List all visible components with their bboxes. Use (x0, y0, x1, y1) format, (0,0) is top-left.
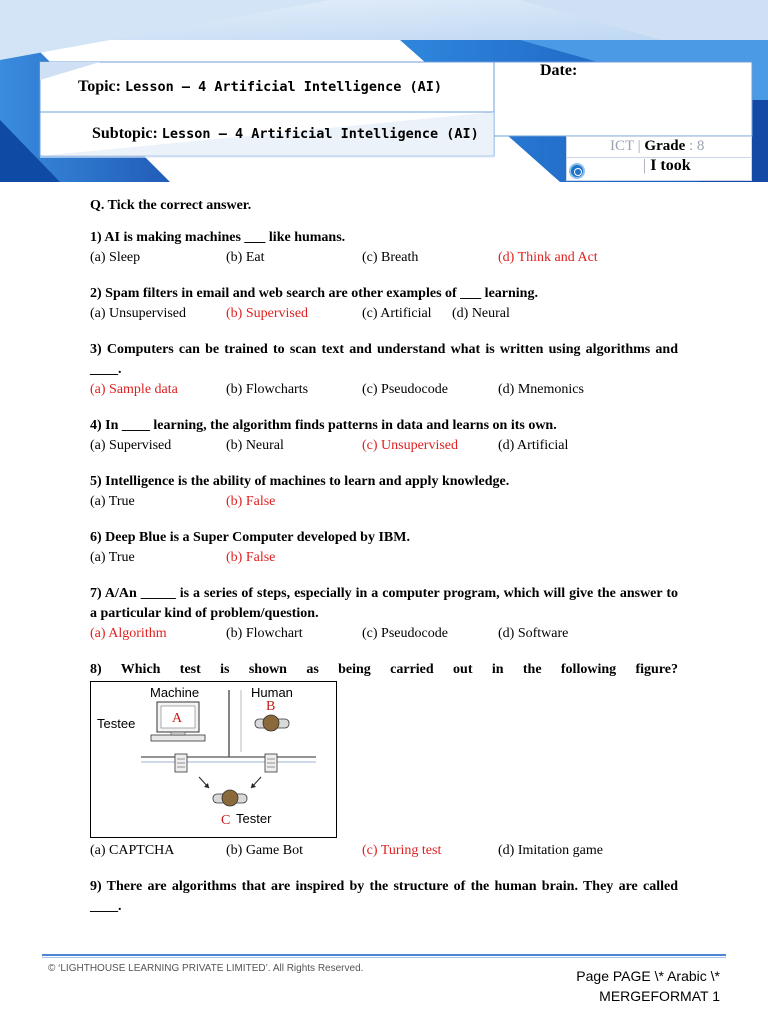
option-d[interactable]: (d) Artificial (498, 438, 569, 453)
grade-label: Grade (644, 138, 686, 154)
option-c[interactable]: (c) Artificial (362, 306, 432, 321)
question-text: 8) Which test is shown as being carried out in the following figure? (90, 662, 678, 677)
copyright-text: © ‘LIGHTHOUSE LEARNING PRIVATE LIMITED’. All Rights Reserved. (48, 963, 364, 974)
topic-line (40, 62, 494, 112)
question-text: 7) A/An _____ is a series of steps, especially in a computer program, which will give the answer to a particular kind of problem/question. (90, 586, 678, 621)
option-b[interactable]: (b) Eat (226, 250, 265, 265)
options-row (90, 436, 678, 456)
took-separator: | (643, 157, 647, 174)
question-5 (90, 472, 678, 512)
option-d[interactable]: (d) Software (498, 626, 569, 641)
took-line (643, 157, 691, 175)
question-text: 3) Computers can be trained to scan text and understand what is written using algorithms and ____. (90, 342, 678, 377)
grade-line (610, 138, 704, 155)
option-a[interactable]: (a) True (90, 494, 135, 509)
grade-value: 8 (696, 138, 705, 154)
footer-divider-light (42, 957, 726, 958)
machine-label: Machine (150, 685, 200, 700)
tester-top-icon (213, 790, 247, 806)
option-b-answer[interactable]: (b) False (226, 494, 276, 509)
terminal-right-icon (265, 754, 277, 772)
option-a[interactable]: (a) True (90, 550, 135, 565)
testee-label: Testee (97, 716, 136, 731)
option-d-answer[interactable]: (d) Think and Act (498, 250, 598, 265)
options-row (90, 248, 678, 268)
option-b[interactable]: (b) Flowchart (226, 626, 303, 641)
question-2 (90, 284, 678, 324)
option-a[interactable]: (a) Unsupervised (90, 306, 187, 321)
options-row (90, 841, 678, 861)
mark-c: C (221, 813, 231, 828)
topic-value: Lesson – 4 Artificial Intelligence (AI) (124, 79, 442, 95)
options-row (90, 548, 678, 568)
question-text: 5) Intelligence is the ability of machines to learn and apply knowledge. (90, 474, 510, 489)
option-a-answer[interactable]: (a) Sample data (90, 382, 178, 397)
question-text: 4) In ____ learning, the algorithm finds patterns in data and learns on its own. (90, 418, 557, 433)
question-text: 9) There are algorithms that are inspired by the structure of the human brain. They are called ____. (90, 879, 678, 914)
options-row (90, 624, 678, 644)
question-7 (90, 584, 678, 644)
human-label: Human (251, 685, 293, 700)
option-a[interactable]: (a) Sleep (90, 250, 141, 265)
separator: | (637, 138, 641, 154)
question-text: 6) Deep Blue is a Super Computer developed by IBM. (90, 530, 410, 545)
mark-a: A (172, 711, 183, 726)
turing-test-diagram (91, 682, 336, 837)
subtopic-value: Lesson – 4 Artificial Intelligence (AI) (161, 126, 479, 142)
mark-b: B (266, 699, 276, 714)
option-b-answer[interactable]: (b) Supervised (226, 306, 309, 321)
human-top-icon (255, 715, 289, 731)
option-a[interactable]: (a) Supervised (90, 438, 172, 453)
option-b[interactable]: (b) Neural (226, 438, 284, 453)
question-3 (90, 340, 678, 400)
question-text: 2) Spam filters in email and web search are other examples of ___ learning. (90, 286, 538, 301)
question-6 (90, 528, 678, 568)
date-label: Date: (540, 62, 578, 79)
option-d[interactable]: (d) Imitation game (498, 843, 603, 858)
subtopic-line (40, 112, 494, 156)
target-circle-icon (569, 163, 585, 179)
option-d[interactable]: (d) Mnemonics (498, 382, 584, 397)
option-a-answer[interactable]: (a) Algorithm (90, 626, 167, 641)
option-b[interactable]: (b) Flowcharts (226, 382, 309, 397)
option-b-answer[interactable]: (b) False (226, 550, 276, 565)
turing-test-figure (90, 681, 337, 838)
option-c[interactable]: (c) Breath (362, 250, 419, 265)
question-1 (90, 228, 678, 268)
page-field-line2: MERGEFORMAT 1 (599, 988, 720, 1004)
question-9 (90, 877, 678, 917)
page-number-field (520, 966, 720, 1006)
option-a[interactable]: (a) CAPTCHA (90, 843, 175, 858)
subject-label: ICT (610, 138, 634, 154)
page-field-line1: Page PAGE \* Arabic \* (576, 968, 720, 984)
option-b[interactable]: (b) Game Bot (226, 843, 303, 858)
subtopic-label: Subtopic: (92, 125, 158, 142)
tester-label: Tester (236, 811, 272, 826)
options-row (90, 492, 678, 512)
took-label: I took (650, 157, 691, 174)
grade-colon: : (689, 138, 694, 154)
options-row (90, 380, 678, 400)
option-c[interactable]: (c) Pseudocode (362, 626, 448, 641)
footer-divider (42, 954, 726, 956)
options-row (90, 304, 678, 324)
worksheet-content (90, 196, 678, 933)
option-d[interactable]: (d) Neural (452, 306, 510, 321)
question-8 (90, 660, 678, 861)
instruction: Q. Tick the correct answer. (90, 198, 252, 213)
question-text: 1) AI is making machines ___ like humans. (90, 230, 346, 245)
terminal-left-icon (175, 754, 187, 772)
question-4 (90, 416, 678, 456)
option-c[interactable]: (c) Pseudocode (362, 382, 448, 397)
option-c-answer[interactable]: (c) Unsupervised (362, 438, 459, 453)
option-c-answer[interactable]: (c) Turing test (362, 843, 442, 858)
topic-label: Topic: (78, 78, 121, 95)
